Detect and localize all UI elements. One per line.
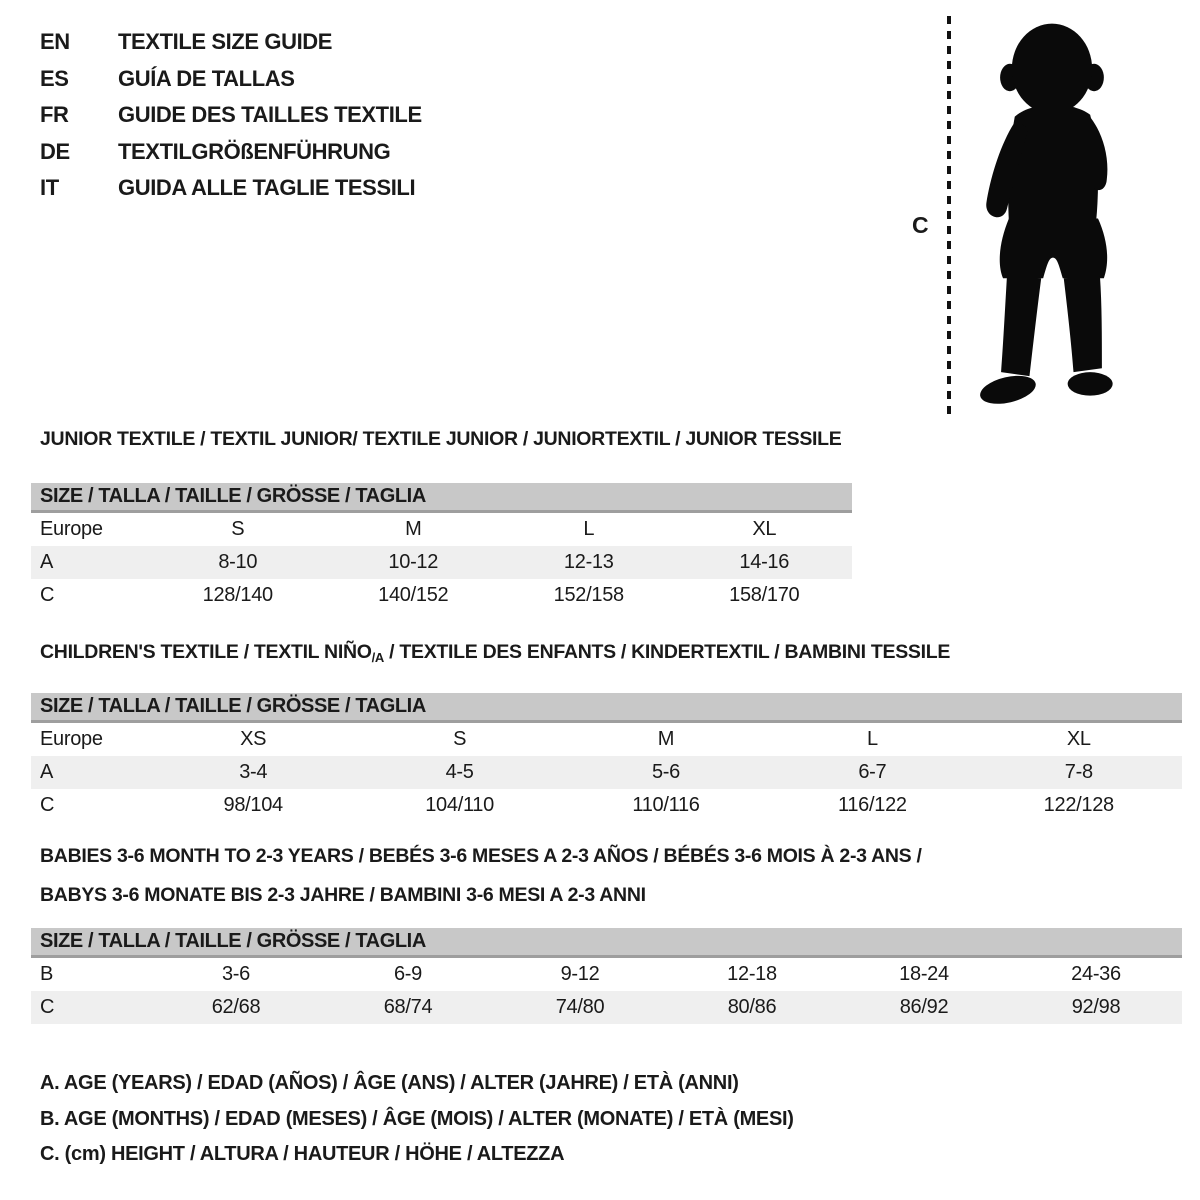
size-cell: S bbox=[231, 518, 245, 540]
size-cell: 86/92 bbox=[899, 996, 949, 1018]
section-title-babies-line1: BABIES 3-6 MONTH TO 2-3 YEARS / BEBÉS 3-6 MESES A 2-3 AÑOS / BÉBÉS 3-6 MOIS À 2-3 ANS / bbox=[40, 845, 922, 867]
size-header-bar: SIZE / TALLA / TAILLE / GRÖSSE / TAGLIA bbox=[31, 483, 852, 513]
size-cell: L bbox=[583, 518, 595, 540]
size-cell: 3-4 bbox=[239, 761, 268, 783]
size-cell: 6-7 bbox=[858, 761, 887, 783]
table-row bbox=[31, 546, 852, 579]
size-cell: L bbox=[866, 728, 878, 750]
row-label: Europe bbox=[40, 728, 103, 750]
section-title-junior: JUNIOR TEXTILE / TEXTIL JUNIOR/ TEXTILE JUNIOR / JUNIORTEXTIL / JUNIOR TESSILE bbox=[40, 428, 842, 450]
babies-table-grid bbox=[31, 958, 1182, 1024]
guide-title: TEXTILE SIZE GUIDE bbox=[118, 29, 333, 54]
row-label: Europe bbox=[40, 518, 103, 540]
size-cell: 6-9 bbox=[393, 963, 422, 985]
language-code: EN bbox=[40, 29, 70, 54]
table-row bbox=[31, 789, 1182, 822]
row-label: B bbox=[40, 963, 54, 985]
size-cell: XL bbox=[1066, 728, 1091, 750]
size-cell: 4-5 bbox=[445, 761, 474, 783]
language-code: IT bbox=[40, 175, 59, 201]
size-cell: 14-16 bbox=[739, 551, 790, 573]
section-title-babies-line2: BABYS 3-6 MONATE BIS 2-3 JAHRE / BAMBINI 3-6 MESI A 2-3 ANNI bbox=[40, 884, 646, 906]
language-row bbox=[40, 61, 422, 98]
children-size-table bbox=[31, 693, 1182, 822]
size-cell: 8-10 bbox=[218, 551, 258, 573]
table-row bbox=[31, 723, 1182, 756]
size-cell: 74/80 bbox=[555, 996, 605, 1018]
size-cell: XL bbox=[752, 518, 777, 540]
size-cell: 92/98 bbox=[1071, 996, 1121, 1018]
language-row bbox=[40, 170, 422, 207]
guide-title: GUIDA ALLE TAGLIE TESSILI bbox=[118, 175, 416, 201]
measure-legend bbox=[40, 1066, 794, 1173]
size-cell: XS bbox=[240, 728, 267, 750]
table-row bbox=[31, 756, 1182, 789]
size-cell: M bbox=[405, 518, 422, 540]
section-title-children-prefix: CHILDREN'S TEXTILE / TEXTIL NIÑO bbox=[40, 641, 372, 663]
table-row bbox=[31, 958, 1182, 991]
size-cell: 62/68 bbox=[211, 996, 261, 1018]
size-cell: 5-6 bbox=[651, 761, 680, 783]
size-cell: 128/140 bbox=[202, 584, 273, 606]
row-label: C bbox=[40, 996, 55, 1018]
size-cell: 80/86 bbox=[727, 996, 777, 1018]
size-cell: 10-12 bbox=[388, 551, 439, 573]
section-title-children-suffix: / TEXTILE DES ENFANTS / KINDERTEXTIL / BAMBINI TESSILE bbox=[384, 641, 951, 663]
section-title-children bbox=[40, 641, 950, 665]
section-title-children-sub: /A bbox=[371, 650, 385, 665]
language-code: DE bbox=[40, 138, 70, 164]
size-cell: 110/116 bbox=[632, 794, 700, 816]
junior-table-grid bbox=[31, 513, 852, 612]
row-label: A bbox=[40, 761, 54, 783]
language-row bbox=[40, 97, 422, 134]
height-measure-label: C bbox=[912, 212, 929, 238]
language-code: FR bbox=[40, 102, 69, 128]
row-label: C bbox=[40, 794, 55, 816]
language-code: ES bbox=[40, 65, 69, 91]
size-cell: 152/158 bbox=[553, 584, 624, 606]
size-cell: 7-8 bbox=[1064, 761, 1093, 783]
size-header-bar: SIZE / TALLA / TAILLE / GRÖSSE / TAGLIA bbox=[31, 928, 1182, 958]
table-row bbox=[31, 513, 852, 546]
babies-size-table bbox=[31, 928, 1182, 1024]
size-cell: S bbox=[453, 728, 467, 750]
size-cell: 116/122 bbox=[838, 794, 907, 816]
guide-title: TEXTILGRÖßENFÜHRUNG bbox=[118, 138, 391, 164]
legend-line-b: B. AGE (MONTHS) / EDAD (MESES) / ÂGE (MOIS) / ALTER (MONATE) / ETÀ (MESI) bbox=[40, 1107, 794, 1130]
junior-size-table bbox=[31, 483, 852, 612]
size-cell: M bbox=[657, 728, 675, 750]
table-row bbox=[31, 579, 852, 612]
size-cell: 12-18 bbox=[727, 963, 777, 985]
size-cell: 9-12 bbox=[560, 963, 600, 985]
language-row bbox=[40, 134, 422, 171]
row-label: C bbox=[40, 584, 55, 606]
size-cell: 140/152 bbox=[378, 584, 449, 606]
size-header-bar: SIZE / TALLA / TAILLE / GRÖSSE / TAGLIA bbox=[31, 693, 1182, 723]
height-dashed-line bbox=[947, 16, 951, 418]
size-cell: 122/128 bbox=[1043, 794, 1114, 816]
legend-line-a: A. AGE (YEARS) / EDAD (AÑOS) / ÂGE (ANS) / ALTER (JAHRE) / ETÀ (ANNI) bbox=[40, 1072, 739, 1094]
size-cell: 104/110 bbox=[425, 794, 494, 816]
size-cell: 3-6 bbox=[221, 963, 250, 985]
size-cell: 98/104 bbox=[223, 794, 283, 816]
legend-line-c: C. (cm) HEIGHT / ALTURA / HAUTEUR / HÖHE / ALTEZZA bbox=[40, 1143, 565, 1165]
row-label: A bbox=[40, 551, 54, 573]
size-cell: 18-24 bbox=[899, 963, 949, 985]
size-cell: 12-13 bbox=[563, 551, 614, 573]
guide-title: GUÍA DE TALLAS bbox=[118, 65, 295, 91]
size-cell: 24-36 bbox=[1071, 963, 1121, 985]
guide-title: GUIDE DES TAILLES TEXTILE bbox=[118, 102, 422, 128]
size-cell: 158/170 bbox=[729, 584, 800, 606]
toddler-silhouette-icon bbox=[958, 16, 1144, 419]
children-table-grid bbox=[31, 723, 1182, 822]
language-title-list bbox=[40, 24, 422, 207]
size-cell: 68/74 bbox=[383, 996, 433, 1018]
language-row bbox=[40, 24, 422, 61]
table-row bbox=[31, 991, 1182, 1024]
